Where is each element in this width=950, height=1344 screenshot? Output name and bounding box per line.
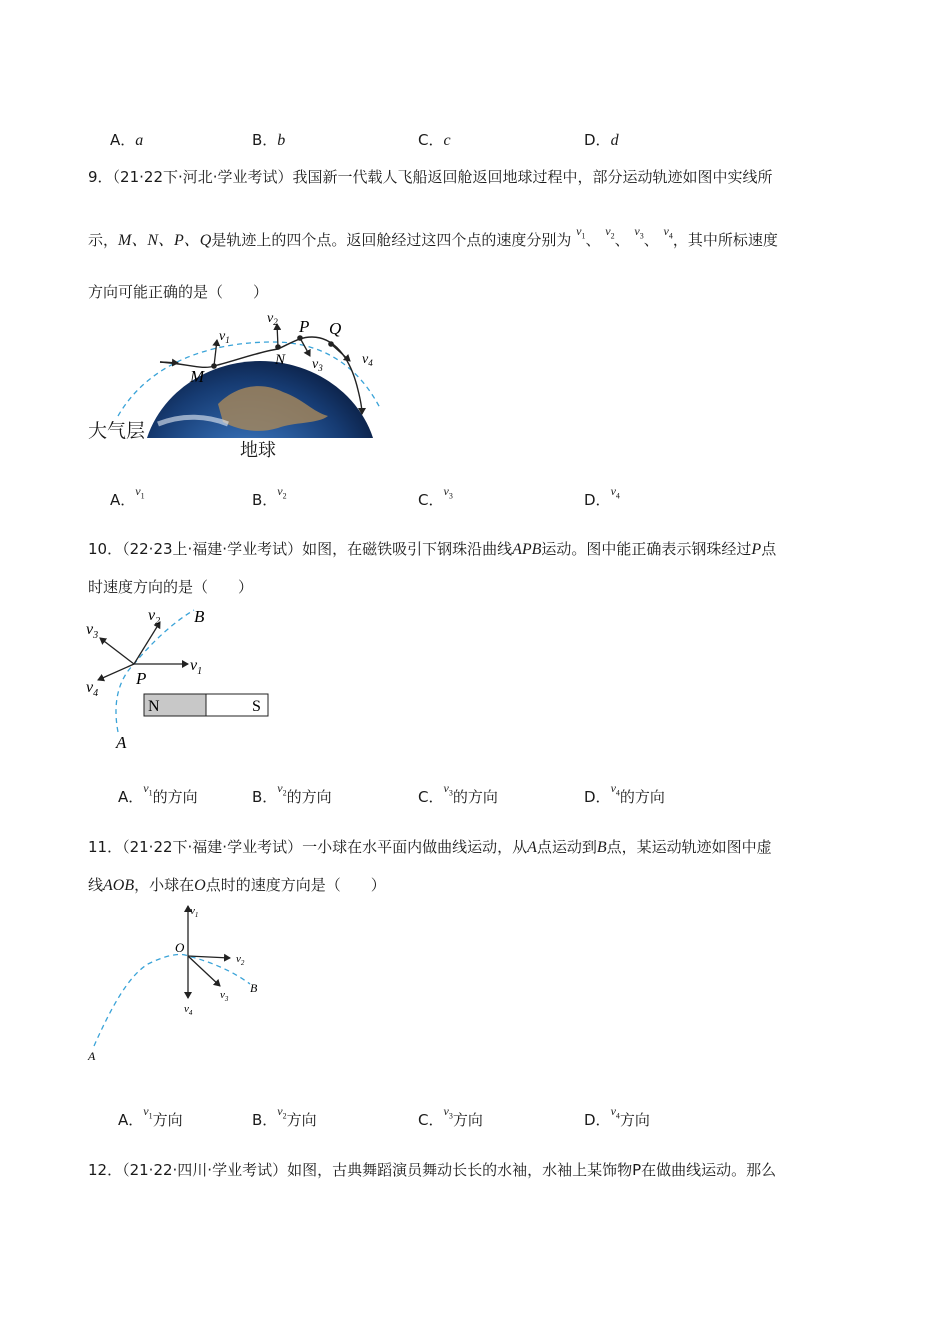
q9-line-3: 方向可能正确的是（ ）: [88, 283, 269, 301]
label-p: P: [136, 669, 147, 688]
q8-option-a: A．a: [110, 131, 144, 149]
label-n: N: [275, 352, 286, 368]
label-v4: $v_4$: [184, 1003, 193, 1017]
v4-arrow: [331, 344, 350, 361]
q8-option-d: D．d: [584, 131, 619, 149]
v4-arrow: [98, 664, 134, 680]
q11-line-1: 11．（21·22下·福建·学业考试）一小球在水平面内做曲线运动，从A点运动到B点，某运动轨迹如图中虚: [88, 838, 772, 856]
q10-option-d: D．$^{v_4}$的方向: [584, 781, 665, 806]
label-a: A: [116, 733, 127, 752]
label-v4: $v_4$: [362, 352, 373, 368]
label-v2: $v_2$: [236, 953, 245, 967]
label-v3: $v_3$: [220, 989, 229, 1003]
q10-option-a: A．$^{v_1}$的方向: [118, 781, 198, 806]
q11-option-a: A．$^{v_1}$方向: [118, 1104, 183, 1129]
label-v1: $v_1$: [190, 905, 199, 919]
q10-line-2: 时速度方向的是（ ）: [88, 578, 254, 596]
label-m: M: [190, 367, 205, 386]
q10-option-c: C．$^{v_3}$的方向: [418, 781, 498, 806]
q9-v1-symbol: v1: [576, 224, 586, 241]
q11-line-2: 线AOB，小球在O点时的速度方向是（ ）: [88, 876, 386, 894]
v2-arrow: [134, 622, 160, 664]
q9-line-1: 9．（21·22下·河北·学业考试）我国新一代载人飞船返回舱返回地球过程中，部分运动轨迹如图中实线所: [88, 168, 773, 186]
label-b: B: [194, 607, 205, 626]
magnet-label-n: N: [148, 698, 160, 715]
label-b: B: [250, 981, 258, 995]
q9-line-2: 示，M、N、P、Q是轨迹上的四个点。返回舱经过这四个点的速度分别为 $^{v_1}$、 $^{v_2}$、 $^{v_3}$、 $^{v_4}$，其中所标速度: [88, 224, 778, 249]
q9-option-d: D．$^{v_4}$: [584, 484, 620, 509]
q11-figure: [84, 900, 274, 1065]
label-a: A: [88, 1049, 96, 1063]
v1-arrow: [214, 340, 217, 366]
label-p: P: [299, 317, 310, 336]
q11-option-b: B．$^{v_2}$方向: [252, 1104, 317, 1129]
q9-option-c: C．$^{v_3}$: [418, 484, 453, 509]
q11-option-d: D．$^{v_4}$方向: [584, 1104, 650, 1129]
v3-arrow: [300, 338, 310, 356]
label-v3: $v_3$: [312, 357, 323, 373]
label-atmosphere: 大气层: [88, 420, 146, 442]
q9-option-b: B．$^{v_2}$: [252, 484, 287, 509]
label-v1: $v_1$: [190, 657, 203, 677]
q9-v2-symbol: v2: [605, 224, 615, 241]
incoming-arrow: [160, 362, 178, 363]
q10-figure: [84, 600, 284, 752]
q9-v3-symbol: v3: [634, 224, 644, 241]
label-earth: 地球: [240, 440, 276, 461]
label-o: O: [175, 940, 185, 955]
q10-option-b: B．$^{v_2}$的方向: [252, 781, 332, 806]
v3-arrow: [100, 638, 134, 664]
q8-option-b: B．b: [252, 131, 286, 149]
q9-option-a: A．$^{v_1}$: [110, 484, 145, 509]
v2-arrow: [277, 324, 278, 347]
label-v2: $v_2$: [267, 311, 278, 327]
magnet-label-s: S: [252, 698, 261, 715]
label-v2: $v_2$: [148, 607, 161, 627]
label-q: Q: [329, 319, 342, 338]
q10-line-1: 10．（22·23上·福建·学业考试）如图，在磁铁吸引下钢珠沿曲线APB运动。图中能正确表示钢珠经过P点: [88, 540, 777, 558]
q9-v4-symbol: v4: [663, 224, 673, 241]
q11-option-c: C．$^{v_3}$方向: [418, 1104, 483, 1129]
label-v4: $v_4$: [86, 679, 99, 699]
q12-line-1: 12．（21·22·四川·学业考试）如图，古典舞蹈演员舞动长长的水袖，水袖上某饰物P在做曲线运动。那么: [88, 1161, 777, 1179]
label-v1: $v_1$: [219, 329, 230, 345]
label-v3: $v_3$: [86, 621, 99, 641]
q8-option-c: C．c: [418, 131, 451, 149]
